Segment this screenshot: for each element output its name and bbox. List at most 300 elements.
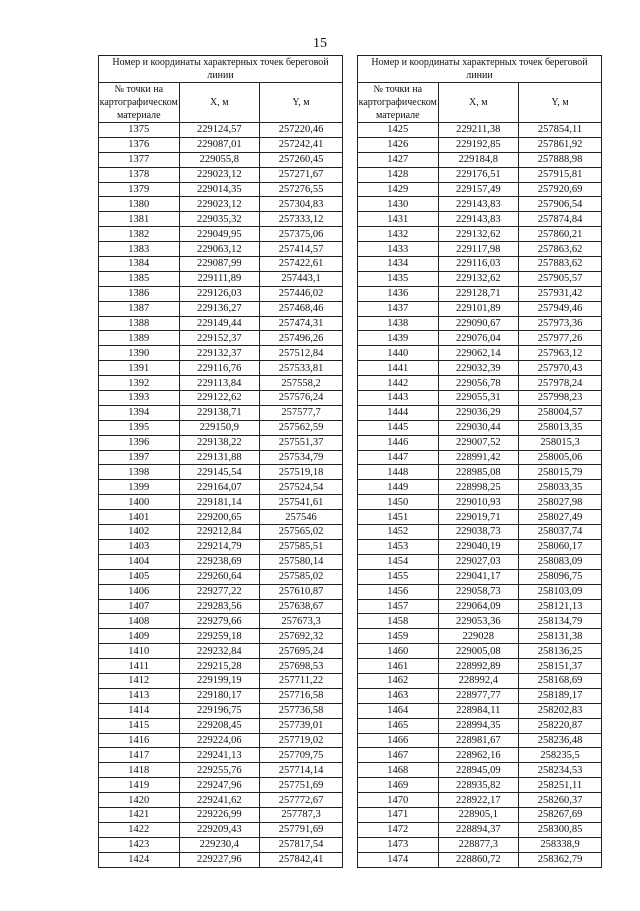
x-coordinate-cell: 229157,49 xyxy=(438,182,519,197)
table-row xyxy=(99,748,343,763)
y-coordinate-cell: 257533,81 xyxy=(260,361,343,376)
table-row xyxy=(358,301,602,316)
y-coordinate-cell: 257271,67 xyxy=(260,167,343,182)
point-number-cell: 1396 xyxy=(99,435,180,450)
x-coordinate-cell: 229260,64 xyxy=(179,569,260,584)
table-row xyxy=(358,659,602,674)
y-coordinate-cell: 258013,35 xyxy=(519,420,602,435)
y-coordinate-cell: 257854,11 xyxy=(519,123,602,138)
x-coordinate-cell: 229143,83 xyxy=(438,197,519,212)
x-coordinate-cell: 229196,75 xyxy=(179,703,260,718)
x-coordinate-cell: 229055,31 xyxy=(438,391,519,406)
point-number-cell: 1422 xyxy=(99,822,180,837)
y-coordinate-cell: 257638,67 xyxy=(260,599,343,614)
table-body-right xyxy=(358,123,602,868)
y-coordinate-cell: 258151,37 xyxy=(519,659,602,674)
column-header-point-number: № точки на картографическом материале xyxy=(358,84,437,121)
table-row xyxy=(358,629,602,644)
x-coordinate-cell: 229255,76 xyxy=(179,763,260,778)
point-number-cell: 1459 xyxy=(358,629,439,644)
table-row xyxy=(99,465,343,480)
y-coordinate-cell: 258189,17 xyxy=(519,688,602,703)
table-row xyxy=(99,376,343,391)
y-coordinate-cell: 258260,37 xyxy=(519,793,602,808)
y-coordinate-cell: 257695,24 xyxy=(260,644,343,659)
x-coordinate-cell: 228992,89 xyxy=(438,659,519,674)
point-number-cell: 1412 xyxy=(99,673,180,688)
table-row xyxy=(358,227,602,242)
y-coordinate-cell: 257714,14 xyxy=(260,763,343,778)
table-row xyxy=(358,807,602,822)
x-coordinate-cell: 229087,01 xyxy=(179,137,260,152)
y-coordinate-cell: 257519,18 xyxy=(260,465,343,480)
point-number-cell: 1391 xyxy=(99,361,180,376)
point-number-cell: 1413 xyxy=(99,688,180,703)
point-number-cell: 1443 xyxy=(358,391,439,406)
x-coordinate-cell: 229214,79 xyxy=(179,539,260,554)
y-coordinate-cell: 257905,57 xyxy=(519,271,602,286)
x-coordinate-cell: 229215,28 xyxy=(179,659,260,674)
table-row xyxy=(99,763,343,778)
x-coordinate-cell: 229124,57 xyxy=(179,123,260,138)
y-coordinate-cell: 257446,02 xyxy=(260,286,343,301)
point-number-cell: 1442 xyxy=(358,376,439,391)
table-row xyxy=(99,569,343,584)
x-coordinate-cell: 229036,29 xyxy=(438,405,519,420)
point-number-cell: 1452 xyxy=(358,525,439,540)
point-number-cell: 1431 xyxy=(358,212,439,227)
x-coordinate-cell: 229145,54 xyxy=(179,465,260,480)
x-coordinate-cell: 228985,08 xyxy=(438,465,519,480)
table-row xyxy=(358,510,602,525)
table-row xyxy=(99,822,343,837)
table-row xyxy=(358,673,602,688)
table-row xyxy=(358,465,602,480)
x-coordinate-cell: 229259,18 xyxy=(179,629,260,644)
table-row xyxy=(358,495,602,510)
y-coordinate-cell: 257443,1 xyxy=(260,271,343,286)
y-coordinate-cell: 258235,5 xyxy=(519,748,602,763)
column-header-point-number: № точки на картографическом материале xyxy=(99,84,178,121)
point-number-cell: 1451 xyxy=(358,510,439,525)
point-number-cell: 1470 xyxy=(358,793,439,808)
point-number-cell: 1424 xyxy=(99,852,180,867)
point-number-cell: 1466 xyxy=(358,733,439,748)
column-header-x: X, м xyxy=(438,83,519,123)
table-row xyxy=(99,450,343,465)
y-coordinate-cell: 258136,25 xyxy=(519,644,602,659)
point-number-cell: 1444 xyxy=(358,405,439,420)
x-coordinate-cell: 229181,14 xyxy=(179,495,260,510)
point-number-cell: 1462 xyxy=(358,673,439,688)
table-row xyxy=(99,807,343,822)
table-row xyxy=(358,569,602,584)
x-coordinate-cell: 229176,51 xyxy=(438,167,519,182)
x-coordinate-cell: 229038,73 xyxy=(438,525,519,540)
point-number-cell: 1465 xyxy=(358,718,439,733)
x-coordinate-cell: 229014,35 xyxy=(179,182,260,197)
point-number-cell: 1458 xyxy=(358,614,439,629)
coordinates-table-left xyxy=(98,55,343,868)
point-number-cell: 1432 xyxy=(358,227,439,242)
table-row xyxy=(358,286,602,301)
table-row xyxy=(99,718,343,733)
y-coordinate-cell: 257496,26 xyxy=(260,331,343,346)
table-row xyxy=(99,525,343,540)
table-row xyxy=(358,852,602,867)
point-number-cell: 1450 xyxy=(358,495,439,510)
table-row xyxy=(99,599,343,614)
x-coordinate-cell: 229055,8 xyxy=(179,152,260,167)
point-number-cell: 1433 xyxy=(358,242,439,257)
y-coordinate-cell: 258267,69 xyxy=(519,807,602,822)
table-row xyxy=(358,718,602,733)
y-coordinate-cell: 257565,02 xyxy=(260,525,343,540)
y-coordinate-cell: 258362,79 xyxy=(519,852,602,867)
y-coordinate-cell: 257610,87 xyxy=(260,584,343,599)
x-coordinate-cell: 228998,25 xyxy=(438,480,519,495)
x-coordinate-cell: 228962,16 xyxy=(438,748,519,763)
x-coordinate-cell: 229150,9 xyxy=(179,420,260,435)
point-number-cell: 1393 xyxy=(99,391,180,406)
table-row xyxy=(358,733,602,748)
x-coordinate-cell: 229209,43 xyxy=(179,822,260,837)
y-coordinate-cell: 257883,62 xyxy=(519,257,602,272)
y-coordinate-cell: 257512,84 xyxy=(260,346,343,361)
point-number-cell: 1448 xyxy=(358,465,439,480)
table-row xyxy=(99,733,343,748)
x-coordinate-cell: 229247,96 xyxy=(179,778,260,793)
point-number-cell: 1382 xyxy=(99,227,180,242)
y-coordinate-cell: 258131,38 xyxy=(519,629,602,644)
point-number-cell: 1394 xyxy=(99,405,180,420)
y-coordinate-cell: 257242,41 xyxy=(260,137,343,152)
point-number-cell: 1411 xyxy=(99,659,180,674)
y-coordinate-cell: 258060,17 xyxy=(519,539,602,554)
table-row xyxy=(358,450,602,465)
table-row xyxy=(358,271,602,286)
table-row xyxy=(99,793,343,808)
point-number-cell: 1376 xyxy=(99,137,180,152)
y-coordinate-cell: 257711,22 xyxy=(260,673,343,688)
table-row xyxy=(99,361,343,376)
x-coordinate-cell: 229113,84 xyxy=(179,376,260,391)
point-number-cell: 1375 xyxy=(99,123,180,138)
y-coordinate-cell: 258096,75 xyxy=(519,569,602,584)
y-coordinate-cell: 257920,69 xyxy=(519,182,602,197)
x-coordinate-cell: 229101,89 xyxy=(438,301,519,316)
x-coordinate-cell: 229032,39 xyxy=(438,361,519,376)
table-row xyxy=(358,614,602,629)
table-row xyxy=(358,152,602,167)
table-row xyxy=(99,644,343,659)
y-coordinate-cell: 257562,59 xyxy=(260,420,343,435)
y-coordinate-cell: 257787,3 xyxy=(260,807,343,822)
x-coordinate-cell: 229023,12 xyxy=(179,167,260,182)
point-number-cell: 1439 xyxy=(358,331,439,346)
table-row xyxy=(358,778,602,793)
x-coordinate-cell: 229058,73 xyxy=(438,584,519,599)
y-coordinate-cell: 257260,45 xyxy=(260,152,343,167)
point-number-cell: 1434 xyxy=(358,257,439,272)
y-coordinate-cell: 258015,3 xyxy=(519,435,602,450)
table-row xyxy=(99,167,343,182)
table-row xyxy=(99,212,343,227)
table-row xyxy=(99,257,343,272)
table-row xyxy=(358,837,602,852)
table-row xyxy=(358,599,602,614)
x-coordinate-cell: 228905,1 xyxy=(438,807,519,822)
table-row xyxy=(99,435,343,450)
table-row xyxy=(99,703,343,718)
y-coordinate-cell: 257304,83 xyxy=(260,197,343,212)
table-caption: Номер и координаты характерных точек береговой линии xyxy=(99,56,343,83)
table-row xyxy=(99,837,343,852)
y-coordinate-cell: 257577,7 xyxy=(260,405,343,420)
y-coordinate-cell: 258234,53 xyxy=(519,763,602,778)
y-coordinate-cell: 257375,06 xyxy=(260,227,343,242)
y-coordinate-cell: 257973,36 xyxy=(519,316,602,331)
y-coordinate-cell: 257977,26 xyxy=(519,331,602,346)
y-coordinate-cell: 258033,35 xyxy=(519,480,602,495)
y-coordinate-cell: 257698,53 xyxy=(260,659,343,674)
column-header-y: Y, м xyxy=(519,83,602,123)
table-row xyxy=(99,688,343,703)
x-coordinate-cell: 229149,44 xyxy=(179,316,260,331)
point-number-cell: 1456 xyxy=(358,584,439,599)
x-coordinate-cell: 229111,89 xyxy=(179,271,260,286)
y-coordinate-cell: 258083,09 xyxy=(519,554,602,569)
y-coordinate-cell: 257585,51 xyxy=(260,539,343,554)
table-row xyxy=(358,197,602,212)
point-number-cell: 1460 xyxy=(358,644,439,659)
y-coordinate-cell: 258220,87 xyxy=(519,718,602,733)
point-number-cell: 1429 xyxy=(358,182,439,197)
x-coordinate-cell: 229087,99 xyxy=(179,257,260,272)
table-row xyxy=(358,316,602,331)
y-coordinate-cell: 258103,09 xyxy=(519,584,602,599)
x-coordinate-cell: 229200,65 xyxy=(179,510,260,525)
point-number-cell: 1392 xyxy=(99,376,180,391)
y-coordinate-cell: 258027,49 xyxy=(519,510,602,525)
table-row xyxy=(99,346,343,361)
table-row xyxy=(358,688,602,703)
point-number-cell: 1410 xyxy=(99,644,180,659)
y-coordinate-cell: 257673,3 xyxy=(260,614,343,629)
table-row xyxy=(99,480,343,495)
point-number-cell: 1387 xyxy=(99,301,180,316)
x-coordinate-cell: 228935,82 xyxy=(438,778,519,793)
point-number-cell: 1449 xyxy=(358,480,439,495)
x-coordinate-cell: 229116,76 xyxy=(179,361,260,376)
x-coordinate-cell: 229056,78 xyxy=(438,376,519,391)
point-number-cell: 1425 xyxy=(358,123,439,138)
y-coordinate-cell: 258300,85 xyxy=(519,822,602,837)
point-number-cell: 1436 xyxy=(358,286,439,301)
y-coordinate-cell: 258005,06 xyxy=(519,450,602,465)
table-row xyxy=(99,584,343,599)
coordinates-table-right xyxy=(357,55,602,868)
y-coordinate-cell: 258121,13 xyxy=(519,599,602,614)
point-number-cell: 1397 xyxy=(99,450,180,465)
table-row xyxy=(99,852,343,867)
point-number-cell: 1384 xyxy=(99,257,180,272)
table-row xyxy=(358,331,602,346)
y-coordinate-cell: 257931,42 xyxy=(519,286,602,301)
point-number-cell: 1467 xyxy=(358,748,439,763)
point-number-cell: 1401 xyxy=(99,510,180,525)
y-coordinate-cell: 257534,79 xyxy=(260,450,343,465)
table-row xyxy=(358,554,602,569)
table-row xyxy=(99,495,343,510)
x-coordinate-cell: 229049,95 xyxy=(179,227,260,242)
table-row xyxy=(99,405,343,420)
x-coordinate-cell: 229143,83 xyxy=(438,212,519,227)
point-number-cell: 1469 xyxy=(358,778,439,793)
point-number-cell: 1407 xyxy=(99,599,180,614)
column-header-x: X, м xyxy=(179,83,260,123)
table-row xyxy=(358,182,602,197)
table-row xyxy=(99,137,343,152)
x-coordinate-cell: 229138,22 xyxy=(179,435,260,450)
point-number-cell: 1473 xyxy=(358,837,439,852)
y-coordinate-cell: 257888,98 xyxy=(519,152,602,167)
y-coordinate-cell: 258015,79 xyxy=(519,465,602,480)
y-coordinate-cell: 257220,46 xyxy=(260,123,343,138)
table-row xyxy=(99,271,343,286)
x-coordinate-cell: 229116,03 xyxy=(438,257,519,272)
x-coordinate-cell: 229007,52 xyxy=(438,435,519,450)
y-coordinate-cell: 257874,84 xyxy=(519,212,602,227)
x-coordinate-cell: 229076,04 xyxy=(438,331,519,346)
point-number-cell: 1461 xyxy=(358,659,439,674)
y-coordinate-cell: 257739,01 xyxy=(260,718,343,733)
y-coordinate-cell: 258037,74 xyxy=(519,525,602,540)
x-coordinate-cell: 229053,36 xyxy=(438,614,519,629)
table-row xyxy=(99,629,343,644)
point-number-cell: 1453 xyxy=(358,539,439,554)
x-coordinate-cell: 229208,45 xyxy=(179,718,260,733)
table-row xyxy=(358,361,602,376)
x-coordinate-cell: 229152,37 xyxy=(179,331,260,346)
y-coordinate-cell: 257861,92 xyxy=(519,137,602,152)
x-coordinate-cell: 229279,66 xyxy=(179,614,260,629)
x-coordinate-cell: 228922,17 xyxy=(438,793,519,808)
point-number-cell: 1420 xyxy=(99,793,180,808)
point-number-cell: 1418 xyxy=(99,763,180,778)
table-row xyxy=(99,227,343,242)
point-number-cell: 1440 xyxy=(358,346,439,361)
x-coordinate-cell: 229132,37 xyxy=(179,346,260,361)
table-row xyxy=(99,316,343,331)
x-coordinate-cell: 229241,13 xyxy=(179,748,260,763)
table-row xyxy=(358,525,602,540)
x-coordinate-cell: 228877,3 xyxy=(438,837,519,852)
point-number-cell: 1437 xyxy=(358,301,439,316)
table-row xyxy=(99,152,343,167)
x-coordinate-cell: 229136,27 xyxy=(179,301,260,316)
x-coordinate-cell: 229230,4 xyxy=(179,837,260,852)
y-coordinate-cell: 257551,37 xyxy=(260,435,343,450)
table-body-left xyxy=(99,123,343,868)
point-number-cell: 1430 xyxy=(358,197,439,212)
x-coordinate-cell: 229005,08 xyxy=(438,644,519,659)
x-coordinate-cell: 229131,88 xyxy=(179,450,260,465)
point-number-cell: 1421 xyxy=(99,807,180,822)
table-row xyxy=(358,539,602,554)
y-coordinate-cell: 257468,46 xyxy=(260,301,343,316)
point-number-cell: 1468 xyxy=(358,763,439,778)
point-number-cell: 1414 xyxy=(99,703,180,718)
table-row xyxy=(358,257,602,272)
x-coordinate-cell: 229238,69 xyxy=(179,554,260,569)
point-number-cell: 1383 xyxy=(99,242,180,257)
table-row xyxy=(358,212,602,227)
y-coordinate-cell: 257422,61 xyxy=(260,257,343,272)
y-coordinate-cell: 257276,55 xyxy=(260,182,343,197)
x-coordinate-cell: 229128,71 xyxy=(438,286,519,301)
x-coordinate-cell: 228945,09 xyxy=(438,763,519,778)
x-coordinate-cell: 229192,85 xyxy=(438,137,519,152)
table-row xyxy=(99,391,343,406)
point-number-cell: 1390 xyxy=(99,346,180,361)
table-row xyxy=(358,167,602,182)
table-row xyxy=(358,822,602,837)
y-coordinate-cell: 257963,12 xyxy=(519,346,602,361)
y-coordinate-cell: 257474,31 xyxy=(260,316,343,331)
point-number-cell: 1386 xyxy=(99,286,180,301)
point-number-cell: 1408 xyxy=(99,614,180,629)
point-number-cell: 1419 xyxy=(99,778,180,793)
point-number-cell: 1380 xyxy=(99,197,180,212)
table-caption: Номер и координаты характерных точек береговой линии xyxy=(358,56,602,83)
point-number-cell: 1447 xyxy=(358,450,439,465)
x-coordinate-cell: 229028 xyxy=(438,629,519,644)
x-coordinate-cell: 229232,84 xyxy=(179,644,260,659)
point-number-cell: 1435 xyxy=(358,271,439,286)
y-coordinate-cell: 258251,11 xyxy=(519,778,602,793)
table-row xyxy=(99,286,343,301)
y-coordinate-cell: 257524,54 xyxy=(260,480,343,495)
x-coordinate-cell: 229283,56 xyxy=(179,599,260,614)
table-row xyxy=(358,391,602,406)
table-row xyxy=(99,673,343,688)
x-coordinate-cell: 229138,71 xyxy=(179,405,260,420)
point-number-cell: 1402 xyxy=(99,525,180,540)
y-coordinate-cell: 258004,57 xyxy=(519,405,602,420)
point-number-cell: 1389 xyxy=(99,331,180,346)
page-number: 15 xyxy=(313,36,327,51)
point-number-cell: 1377 xyxy=(99,152,180,167)
x-coordinate-cell: 228894,37 xyxy=(438,822,519,837)
y-coordinate-cell: 257546 xyxy=(260,510,343,525)
x-coordinate-cell: 229035,32 xyxy=(179,212,260,227)
y-coordinate-cell: 257736,58 xyxy=(260,703,343,718)
point-number-cell: 1378 xyxy=(99,167,180,182)
y-coordinate-cell: 257978,24 xyxy=(519,376,602,391)
point-number-cell: 1438 xyxy=(358,316,439,331)
x-coordinate-cell: 229180,17 xyxy=(179,688,260,703)
point-number-cell: 1403 xyxy=(99,539,180,554)
y-coordinate-cell: 257414,57 xyxy=(260,242,343,257)
table-row xyxy=(358,644,602,659)
x-coordinate-cell: 228992,4 xyxy=(438,673,519,688)
point-number-cell: 1381 xyxy=(99,212,180,227)
point-number-cell: 1400 xyxy=(99,495,180,510)
point-number-cell: 1409 xyxy=(99,629,180,644)
column-header-y: Y, м xyxy=(260,83,343,123)
table-row xyxy=(99,614,343,629)
